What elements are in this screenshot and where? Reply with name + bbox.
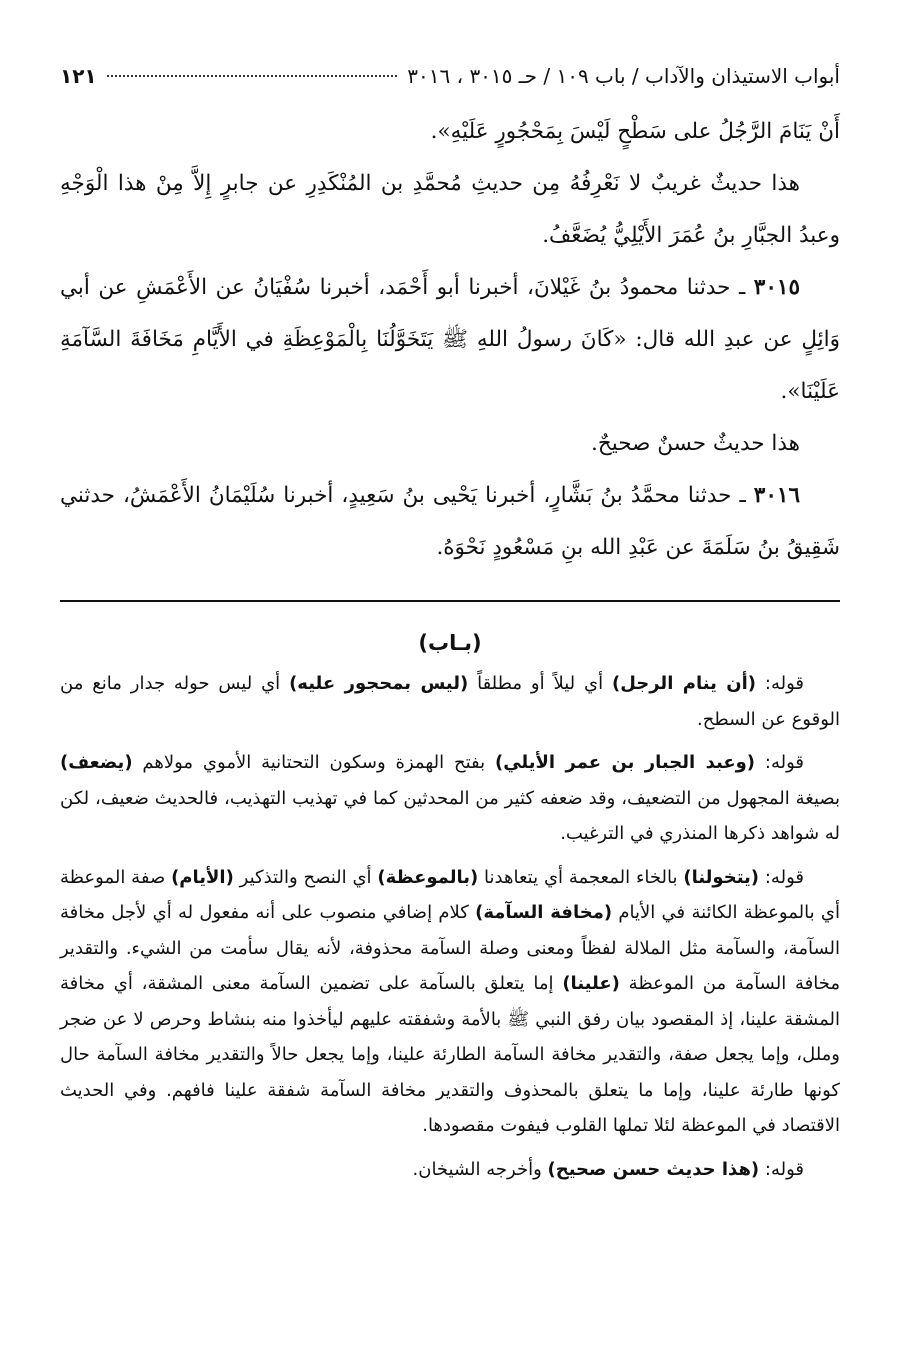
lemma: (يتخولنا) [683, 866, 760, 888]
commentary-section [60, 624, 840, 1187]
lemma: (هذا حديث حسن صحيح) [547, 1158, 760, 1180]
commentary-paragraph [60, 1152, 840, 1188]
hadith-body: ـ حدثنا محمَّدُ بنُ بَشَّارٍ، أخبرنا يَحْيى بنُ سَعِيدٍ، أخبرنا سُلَيْمَانُ الأَعْمَشُ، حدثني شَقِيقُ بنُ سَلَمَةَ عن عَبْدِ الله بنِ مَسْعُودٍ نَحْوَهُ. [60, 483, 840, 560]
section-divider [60, 600, 840, 602]
commentary-text: وأخرجه الشيخان. [412, 1158, 548, 1180]
commentary-text: إما يتعلق بالسآمة على تضمين السآمة معنى المشقة، أي مخافة المشقة علينا، إذ المقصود بيان رفق النبي ﷺ بالأمة وشفقته عليهم ليأخذوا منه بنشاط وحرص لا عن ضجر وملل، وإما يجعل صفة، والتقدير مخافة السآمة الطارئة علينا، وإما يجعل حالاً والتقدير مخافة السآمة حال كونها طارئة علينا، وإما ما يتعلق بالمحذوف والتقدير مخافة السآمة شفقة علينا فافهم. وفي الحديث الاقتصاد في الموعظة لئلا تملها القلوب فيفوت مقصودها. [60, 973, 840, 1136]
commentary-text: أي ليلاً أو مطلقاً [468, 673, 612, 694]
page-number: ١٢١ [60, 64, 97, 88]
commentary-heading: (بـاب) [418, 631, 482, 655]
commentary-paragraph [60, 745, 840, 852]
lemma: (ليس بمحجور عليه) [289, 673, 469, 694]
commentary-text: أي ليس حوله جدار مانع من الوقوع عن السطح. [60, 673, 840, 730]
commentary-text: كلام إضافي منصوب على أنه مفعول له أي لأجل مخافة السآمة، والسآمة مثل الملالة لفظاً ومعنى وصلة السآمة محذوفة، لأنه يقال سأمت من الشيء. والتقدير مخافة السآمة من الموعظة [60, 902, 840, 994]
lemma: (وعبد الجبار بن عمر الأيلي) [494, 752, 756, 773]
hadith-number: ٣٠١٥ [753, 275, 800, 300]
lemma: (علينا) [562, 973, 620, 994]
commentary-text: قوله: [759, 1158, 804, 1180]
commentary-text: قوله: [755, 752, 805, 773]
commentary-paragraph [60, 860, 840, 1144]
hadith-3016 [60, 470, 840, 574]
grading-note-gharib: هذا حديثٌ غريبٌ لا نَعْرِفُهُ مِن حديثِ مُحمَّدِ بن المُنْكَدِرِ عن جابرٍ إِلاَّ مِنْ هذا الْوَجْهِ وعبدُ الجبَّارِ بنُ عُمَرَ الأَيْلِيُّ يُضَعَّفُ. [60, 171, 840, 248]
commentary-text: بالخاء المعجمة أي يتعاهدنا [478, 866, 684, 888]
hadith-text-section [60, 106, 840, 574]
commentary-text: قوله: [759, 866, 804, 888]
header-title: أبواب الاستيذان والآداب / باب ١٠٩ / حـ ٣٠١٥ ، ٣٠١٦ [407, 64, 840, 88]
commentary-text: قوله: [756, 673, 804, 694]
grading-note-hasan-sahih: هذا حديثٌ حسنٌ صحيحٌ. [591, 431, 800, 456]
commentary-text: أي النصح والتذكير [233, 866, 378, 888]
header-leader-dots [107, 75, 398, 77]
lemma: (يضعف) [60, 752, 133, 773]
hadith-continuation: أَنْ يَنَامَ الرَّجُلُ على سَطْحٍ لَيْسَ بِمَحْجُورٍ عَلَيْهِ». [430, 119, 840, 144]
running-header [60, 60, 840, 92]
commentary-text: بصيغة المجهول من التضعيف، وقد ضعفه كثير من المحدثين كما في تهذيب التهذيب، فالحديث ضعيف، لكن له شواهد ذكرها المنذري في الترغيب. [60, 787, 840, 844]
commentary-paragraph [60, 666, 840, 737]
hadith-3015 [60, 262, 840, 418]
hadith-number: ٣٠١٦ [753, 483, 800, 508]
commentary-text: صفة الموعظة أي بالموعظة الكائنة في الأيام [60, 866, 840, 923]
lemma: (مخافة السآمة) [475, 902, 613, 923]
lemma: (الأيام) [171, 866, 234, 888]
lemma: (أن ينام الرجل) [611, 673, 757, 694]
book-page [60, 60, 840, 1195]
commentary-text: بفتح الهمزة وسكون التحتانية الأموي مولاهم [132, 752, 495, 773]
lemma: (بالموعظة) [377, 866, 479, 888]
hadith-body: ـ حدثنا محمودُ بنُ غَيْلانَ، أخبرنا أبو أَحْمَد، أخبرنا سُفْيَانُ عن الأَعْمَشِ عن أبي وَائِلٍ عن عبدِ الله قال: «كَانَ رسولُ اللهِ ﷺ يَتَخَوَّلُنَا بِالْمَوْعِظَةِ في الأَيَّامِ مَخَافَةَ السَّآمَةِ عَلَيْنَا». [60, 275, 840, 404]
